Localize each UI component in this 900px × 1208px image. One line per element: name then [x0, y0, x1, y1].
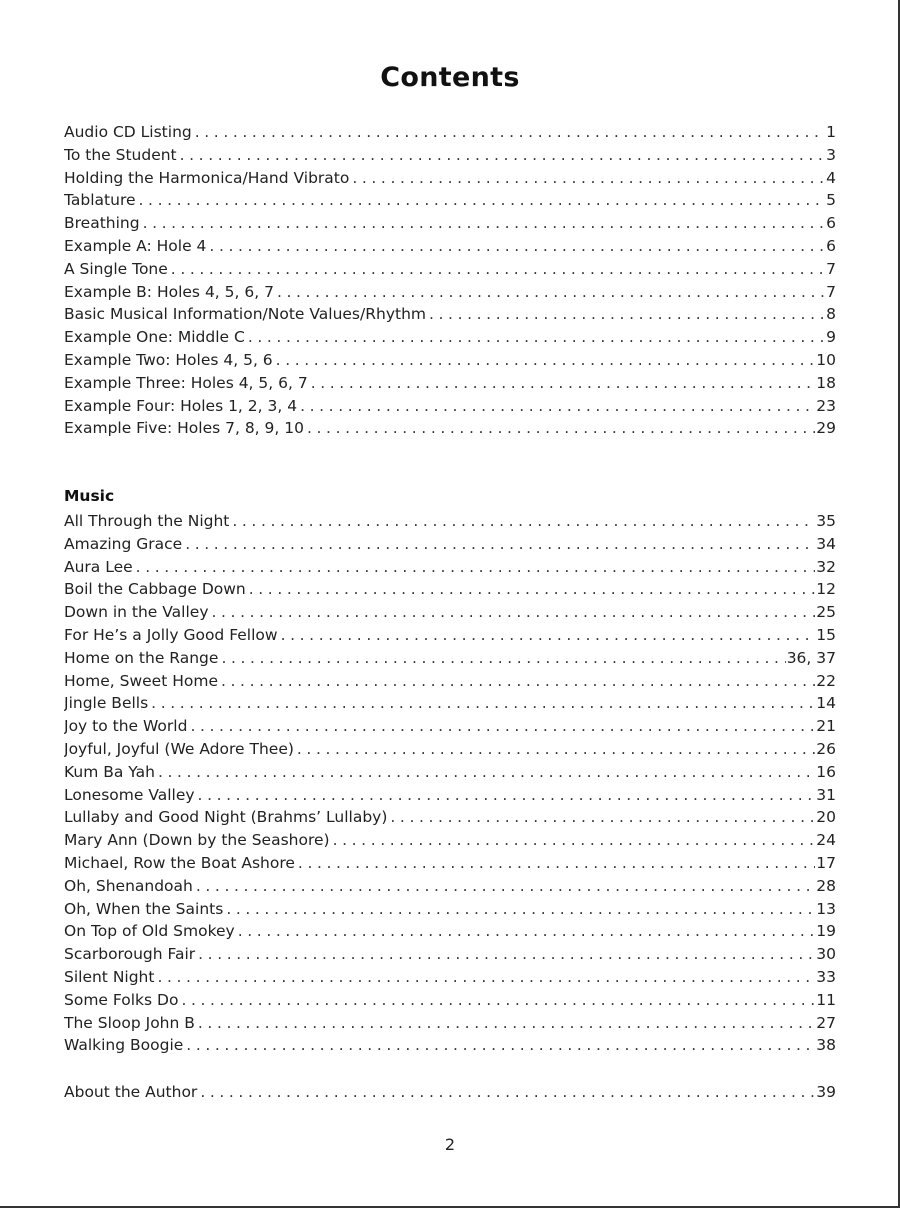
- toc-entry-title: Example Two: Holes 4, 5, 6: [64, 350, 273, 369]
- toc-entry: [64, 1034, 836, 1057]
- dot-leader: [190, 715, 815, 738]
- dot-leader: [185, 533, 815, 556]
- toc-entry-page: 21: [816, 717, 836, 736]
- dot-leader: [221, 670, 815, 693]
- toc-entry-title: Example One: Middle C: [64, 328, 245, 347]
- toc-entry-page: 17: [816, 853, 836, 872]
- toc-entry: [64, 966, 836, 989]
- toc-entry-page: 8: [826, 305, 836, 324]
- dot-leader: [200, 1081, 815, 1104]
- toc-entry-title: Home, Sweet Home: [64, 671, 218, 690]
- dot-leader: [198, 1012, 815, 1035]
- toc-entry-page: 6: [826, 236, 836, 255]
- toc-entry: [64, 510, 836, 533]
- toc-entry-page: 4: [826, 168, 836, 187]
- page-number: 2: [444, 1135, 456, 1154]
- dot-leader: [157, 966, 815, 989]
- toc-entry-title: Audio CD Listing: [64, 123, 192, 141]
- toc-entry-title: Example B: Holes 4, 5, 6, 7: [64, 282, 274, 301]
- toc-entry-page: 5: [826, 191, 836, 210]
- toc-outro-list: [64, 1081, 836, 1104]
- toc-entry: [64, 212, 836, 235]
- toc-entry-page: 31: [816, 785, 836, 804]
- dot-leader: [143, 212, 826, 235]
- toc-entry-title: Walking Boogie: [64, 1036, 184, 1055]
- toc-entry-page: 6: [826, 214, 836, 233]
- toc-entry-page: 26: [816, 739, 836, 758]
- toc-entry-title: A Single Tone: [64, 259, 168, 278]
- toc-entry-page: 30: [816, 945, 836, 964]
- dot-leader: [209, 235, 825, 258]
- toc-entry-title: Oh, When the Saints: [64, 899, 224, 918]
- toc-entry-title: About the Author: [64, 1083, 198, 1101]
- toc-entry-title: Boil the Cabbage Down: [64, 580, 246, 599]
- dot-leader: [181, 989, 815, 1012]
- dot-leader: [281, 624, 816, 647]
- toc-entry: [64, 784, 836, 807]
- toc-entry: [64, 806, 836, 829]
- toc-entry: [64, 738, 836, 761]
- dot-leader: [151, 692, 815, 715]
- toc-entry-page: 32: [816, 557, 836, 576]
- dot-leader: [180, 144, 826, 167]
- toc-entry: [64, 875, 836, 898]
- toc-entry: [64, 647, 836, 670]
- dot-leader: [333, 829, 816, 852]
- dot-leader: [186, 1034, 815, 1057]
- toc-entry-title: Joy to the World: [64, 717, 188, 736]
- toc-entry-page: 34: [816, 534, 836, 553]
- toc-entry-title: Amazing Grace: [64, 534, 183, 553]
- toc-entry: [64, 1081, 836, 1104]
- toc-entry-page: 9: [826, 328, 836, 347]
- toc-entry-page: 18: [816, 373, 836, 392]
- toc-entry-title: Example Three: Holes 4, 5, 6, 7: [64, 373, 308, 392]
- dot-leader: [277, 281, 825, 304]
- toc-entry-title: Joyful, Joyful (We Adore Thee): [64, 739, 294, 758]
- toc-entry-title: Michael, Row the Boat Ashore: [64, 853, 295, 872]
- dot-leader: [249, 578, 816, 601]
- toc-entry: [64, 235, 836, 258]
- toc-entry: [64, 829, 836, 852]
- toc-entry-title: Mary Ann (Down by the Seashore): [64, 831, 330, 850]
- toc-entry-page: 16: [816, 762, 836, 781]
- toc-entry-page: 33: [816, 967, 836, 986]
- toc-entry: [64, 1012, 836, 1035]
- toc-entry-page: 20: [816, 808, 836, 827]
- toc-entry-page: 14: [816, 694, 836, 713]
- toc-entry-page: 27: [816, 1013, 836, 1032]
- toc-entry-page: 24: [816, 831, 836, 850]
- toc-entry-title: Down in the Valley: [64, 603, 209, 622]
- toc-music-list: [64, 510, 836, 1057]
- toc-entry-page: 29: [816, 419, 836, 438]
- dot-leader: [212, 601, 816, 624]
- toc-entry: [64, 372, 836, 395]
- dot-leader: [248, 326, 825, 349]
- toc-entry-title: Lullaby and Good Night (Brahms’ Lullaby): [64, 808, 388, 827]
- toc-entry-title: Example A: Hole 4: [64, 236, 207, 255]
- toc-entry-title: Kum Ba Yah: [64, 762, 155, 781]
- toc-entry-page: 36, 37: [786, 648, 836, 667]
- toc-entry-title: All Through the Night: [64, 512, 230, 530]
- toc-entry: [64, 326, 836, 349]
- toc-entry: [64, 943, 836, 966]
- toc-entry-page: 13: [816, 899, 836, 918]
- toc-entry: [64, 189, 836, 212]
- toc-entry-page: 35: [816, 512, 836, 530]
- toc-entry: [64, 852, 836, 875]
- dot-leader: [195, 121, 825, 144]
- dot-leader: [198, 784, 816, 807]
- toc-entry-title: Tablature: [64, 191, 136, 210]
- toc-entry-title: Jingle Bells: [64, 694, 149, 713]
- toc-entry-page: 12: [816, 580, 836, 599]
- toc-entry: [64, 920, 836, 943]
- toc-entry: [64, 281, 836, 304]
- dot-leader: [311, 372, 816, 395]
- dot-leader: [307, 417, 815, 440]
- toc-intro-list: [64, 121, 836, 440]
- toc-entry-page: 1: [826, 123, 836, 141]
- toc-entry-title: On Top of Old Smokey: [64, 922, 235, 941]
- toc-entry-title: Home on the Range: [64, 648, 219, 667]
- dot-leader: [158, 761, 815, 784]
- toc-entry: [64, 761, 836, 784]
- toc-entry-page: 22: [816, 671, 836, 690]
- toc-entry: [64, 989, 836, 1012]
- toc-entry-page: 11: [816, 990, 836, 1009]
- toc-entry: [64, 121, 836, 144]
- toc-entry-title: Breathing: [64, 214, 140, 233]
- toc-entry-page: 25: [816, 603, 836, 622]
- toc-entry-title: Basic Musical Information/Note Values/Rhythm: [64, 305, 426, 324]
- toc-entry-title: Example Four: Holes 1, 2, 3, 4: [64, 396, 298, 415]
- toc-entry: [64, 144, 836, 167]
- toc-entry: [64, 303, 836, 326]
- dot-leader: [171, 258, 825, 281]
- toc-entry-page: 28: [816, 876, 836, 895]
- toc-entry-title: Oh, Shenandoah: [64, 876, 193, 895]
- toc-entry: [64, 692, 836, 715]
- toc-entry: [64, 395, 836, 418]
- toc-entry: [64, 624, 836, 647]
- toc-entry: [64, 556, 836, 579]
- toc-entry-title: Some Folks Do: [64, 990, 179, 1009]
- music-section-heading: Music: [64, 487, 115, 505]
- toc-entry: [64, 533, 836, 556]
- toc-entry-page: 38: [816, 1036, 836, 1055]
- toc-entry-page: 10: [816, 350, 836, 369]
- toc-entry-title: Lonesome Valley: [64, 785, 195, 804]
- toc-entry: [64, 670, 836, 693]
- dot-leader: [390, 806, 815, 829]
- dot-leader: [226, 898, 815, 921]
- toc-entry-page: 39: [816, 1083, 836, 1101]
- dot-leader: [221, 647, 785, 670]
- dot-leader: [429, 303, 825, 326]
- toc-entry-title: Holding the Harmonica/Hand Vibrato: [64, 168, 350, 187]
- dot-leader: [298, 852, 815, 875]
- toc-entry: [64, 578, 836, 601]
- dot-leader: [232, 510, 815, 533]
- toc-entry-title: To the Student: [64, 145, 177, 164]
- toc-entry: [64, 417, 836, 440]
- toc-entry: [64, 258, 836, 281]
- dot-leader: [300, 395, 815, 418]
- toc-entry-page: 23: [816, 396, 836, 415]
- dot-leader: [198, 943, 815, 966]
- toc-entry-title: Scarborough Fair: [64, 945, 196, 964]
- dot-leader: [352, 167, 825, 190]
- dot-leader: [196, 875, 815, 898]
- dot-leader: [139, 189, 826, 212]
- toc-entry: [64, 898, 836, 921]
- toc-entry-title: For He’s a Jolly Good Fellow: [64, 625, 278, 644]
- dot-leader: [297, 738, 815, 761]
- dot-leader: [136, 556, 816, 579]
- toc-entry-title: Aura Lee: [64, 557, 133, 576]
- dot-leader: [238, 920, 816, 943]
- page-title: Contents: [380, 62, 520, 94]
- toc-entry-page: 7: [826, 282, 836, 301]
- toc-entry-title: Example Five: Holes 7, 8, 9, 10: [64, 419, 304, 438]
- toc-entry-page: 3: [826, 145, 836, 164]
- toc-entry: [64, 601, 836, 624]
- dot-leader: [276, 349, 816, 372]
- toc-entry: [64, 715, 836, 738]
- toc-entry: [64, 167, 836, 190]
- toc-entry: [64, 349, 836, 372]
- toc-entry-page: 15: [816, 625, 836, 644]
- toc-entry-page: 7: [826, 259, 836, 278]
- toc-entry-title: Silent Night: [64, 967, 155, 986]
- toc-entry-title: The Sloop John B: [64, 1013, 195, 1032]
- toc-entry-page: 19: [816, 922, 836, 941]
